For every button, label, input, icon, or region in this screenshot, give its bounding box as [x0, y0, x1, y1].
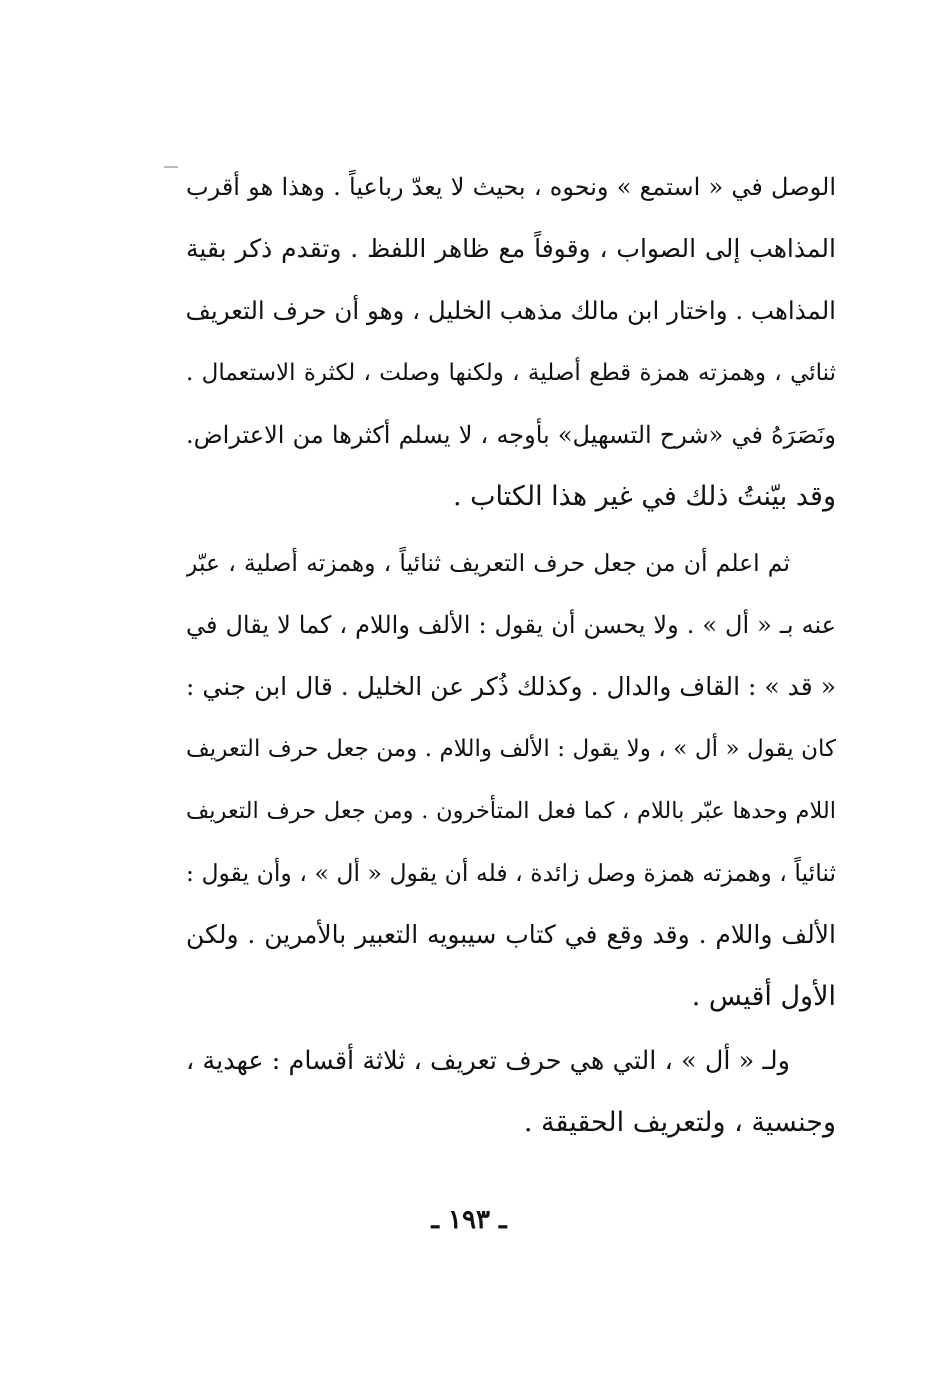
text-line: ثنائي ، وهمزته همزة قطع أصلية ، ولكنها وصلت ، لكثرة الاستعمال . [186, 360, 836, 386]
text-line: الأول أقيس . [691, 981, 836, 1012]
text-line: عنه بـ « أل » . ولا يحسن أن يقول : الألف واللام ، كما لا يقال في [186, 611, 836, 639]
page-number: ـ ١٩٣ ـ [431, 1205, 507, 1235]
text-line: ولـ « أل » ، التي هي حرف تعريف ، ثلاثة أقسام : عهدية ، [186, 1046, 790, 1076]
text-line: الألف واللام . وقد وقع في كتاب سيبويه التعبير بالأمرين . ولكن [186, 920, 836, 949]
paragraph-1 [186, 156, 836, 528]
text-line: اللام وحدها عبّر باللام ، كما فعل المتأخرون . ومن جعل حرف التعريف [186, 798, 836, 824]
paragraph-2 [186, 532, 836, 1028]
text-line: ثم اعلم أن من جعل حرف التعريف ثنائياً ، وهمزته أصلية ، عبّر [186, 549, 790, 577]
text-line: ثنائياً ، وهمزته همزة وصل زائدة ، فله أن يقول « أل » ، وأن يقول : [186, 859, 836, 887]
text-line: « قد » : القاف والدال . وكذلك ذُكر عن الخليل . قال ابن جني : [186, 672, 836, 701]
text-line: كان يقول « أل » ، ولا يقول : الألف واللام . ومن جعل حرف التعريف [186, 736, 836, 762]
text-line: المذاهب . واختار ابن مالك مذهب الخليل ، وهو أن حرف التعريف [186, 296, 836, 325]
scan-artifact [164, 166, 178, 168]
text-line: المذاهب إلى الصواب ، وقوفاً مع ظاهر اللفظ . وتقدم ذكر بقية [186, 234, 836, 263]
paragraph-3 [186, 1030, 836, 1154]
text-line: الوصل في « استمع » ونحوه ، بحيث لا يعدّ رباعياً . وهذا هو أقرب [186, 173, 836, 201]
text-line: ونَصَرَهُ في «شرح التسهيل» بأوجه ، لا يسلم أكثرها من الاعتراض. [186, 421, 836, 449]
text-line: وجنسية ، ولتعريف الحقيقة . [523, 1107, 836, 1138]
text-line: وقد بيّنتُ ذلك في غير هذا الكتاب . [452, 481, 836, 512]
